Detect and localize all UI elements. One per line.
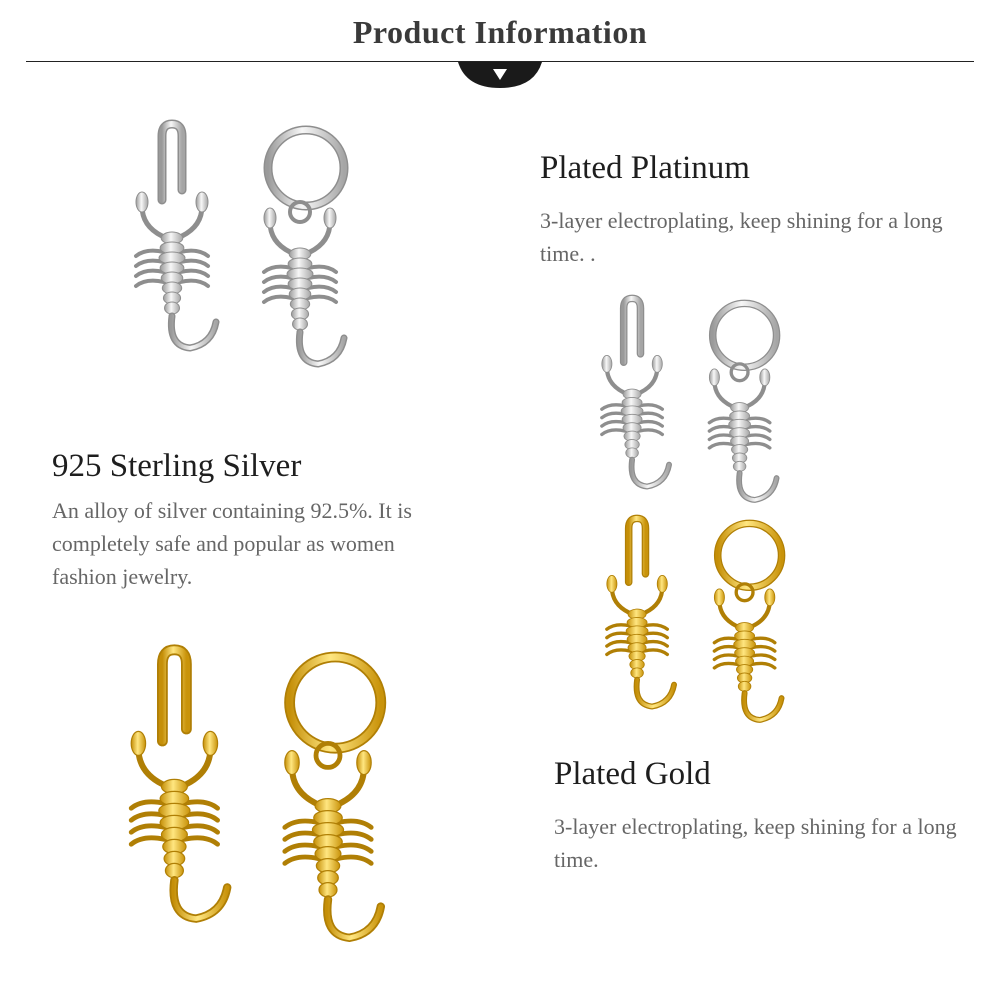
platinum-earrings-image: [560, 295, 810, 505]
chevron-down-icon: [458, 62, 542, 88]
platinum-description: 3-layer electroplating, keep shining for a long time. .: [540, 208, 943, 266]
silver-description: An alloy of silver containing 92.5%. It is completely safe and popular as women fashion jewelry.: [52, 498, 412, 589]
platinum-title: Plated Platinum: [540, 150, 750, 186]
gold-title: Plated Gold: [554, 756, 711, 792]
page-title: Product Information: [352, 14, 648, 50]
silver-earrings-image: [110, 120, 360, 370]
gold-earrings-image: [100, 640, 400, 950]
gold-description: 3-layer electroplating, keep shining for a long time.: [554, 814, 957, 872]
gold-plated-earrings-image: [570, 515, 810, 725]
silver-title: 925 Sterling Silver: [52, 448, 302, 484]
